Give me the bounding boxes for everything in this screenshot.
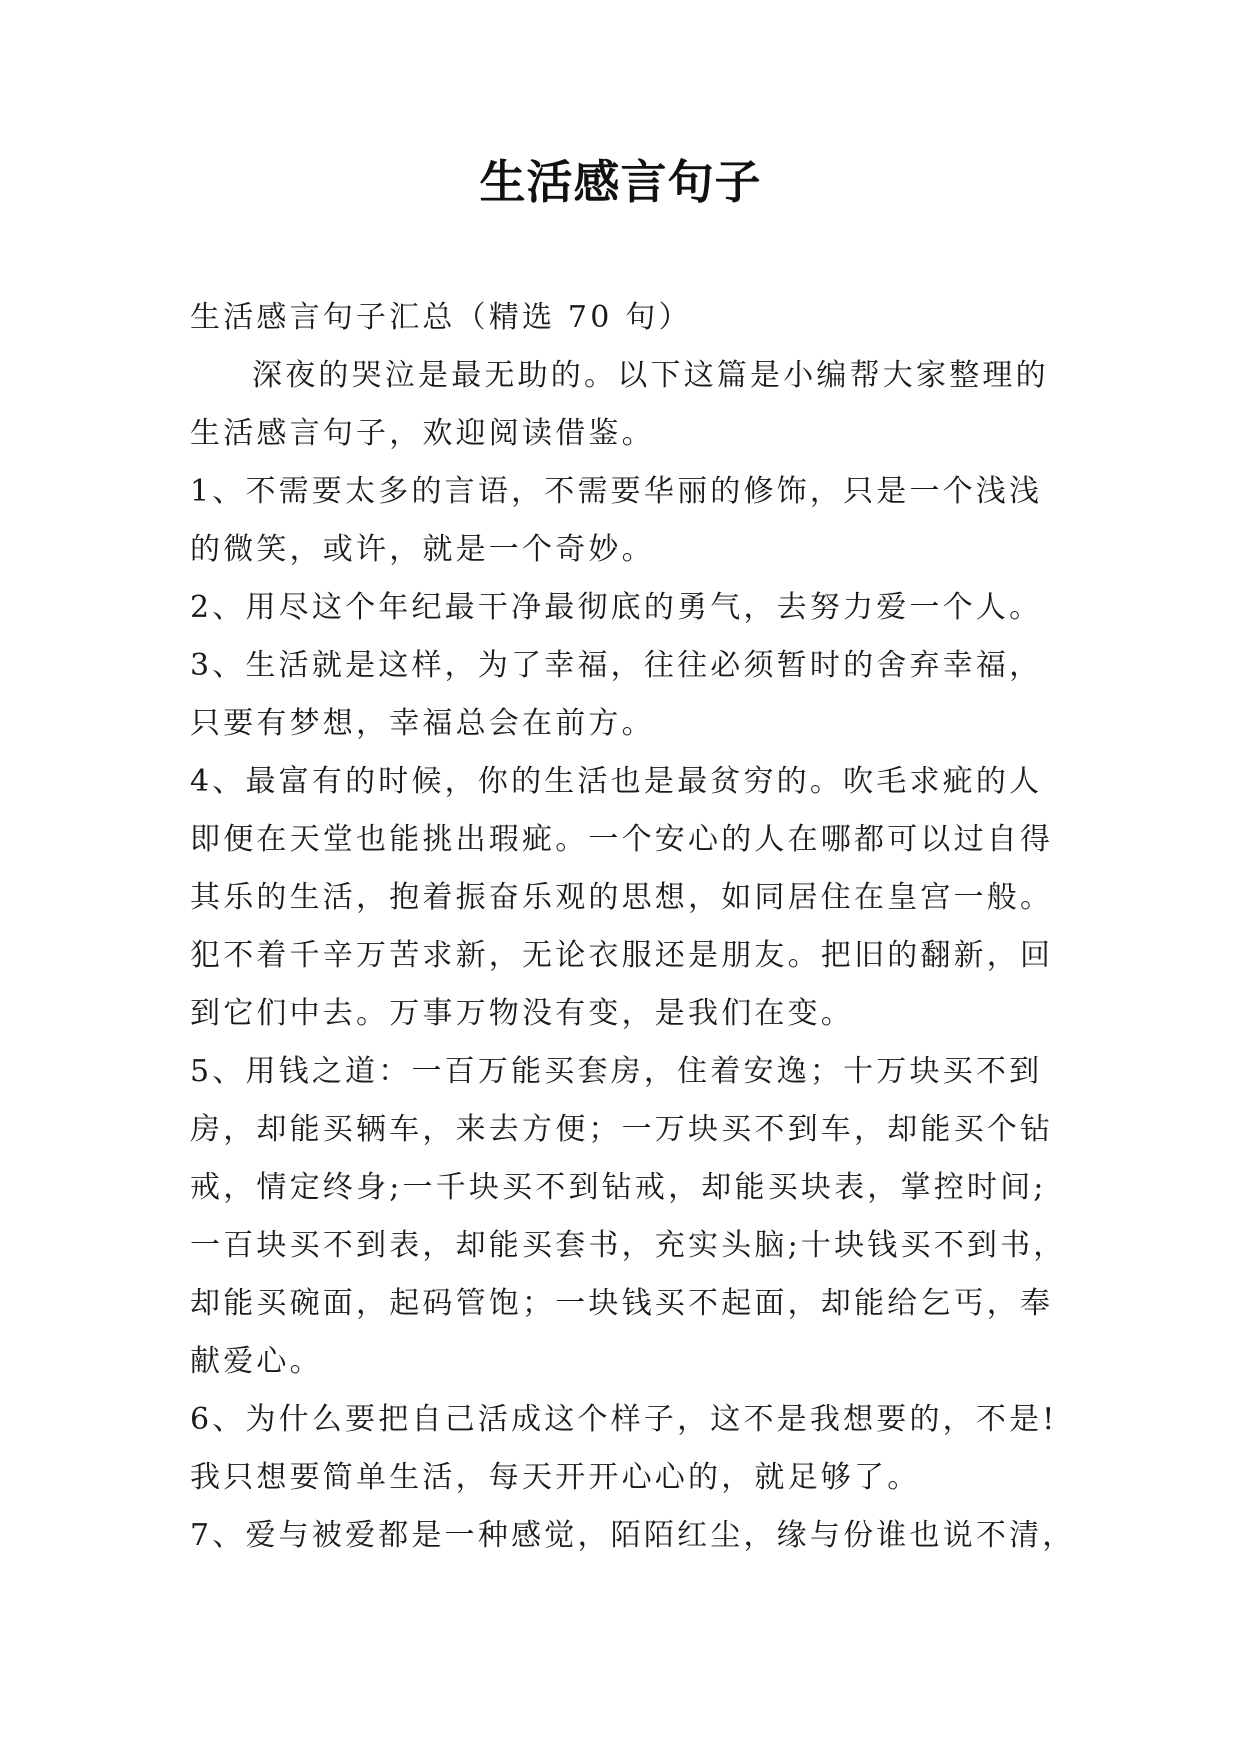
quote-line: 其乐的生活，抱着振奋乐观的思想，如同居住在皇宫一般。	[190, 880, 1054, 915]
intro-paragraph-line: 深夜的哭泣是最无助的。以下这篇是小编帮大家整理的	[252, 358, 1049, 393]
subtitle-line: 生活感言句子汇总（精选 70 句）	[190, 300, 692, 335]
quote-line: 1、不需要太多的言语，不需要华丽的修饰，只是一个浅浅	[190, 474, 1043, 509]
quote-line: 4、最富有的时候，你的生活也是最贫穷的。吹毛求疵的人	[190, 764, 1043, 799]
quote-line: 房，却能买辆车，来去方便；一万块买不到车，却能买个钻	[190, 1112, 1054, 1147]
quote-line: 5、用钱之道：一百万能买套房，住着安逸；十万块买不到	[190, 1054, 1043, 1089]
quote-line: 的微笑，或许，就是一个奇妙。	[190, 532, 655, 567]
document-body	[190, 289, 1076, 1565]
quote-line: 只要有梦想，幸福总会在前方。	[190, 706, 655, 741]
quote-line: 6、为什么要把自己活成这个样子，这不是我想要的，不是!	[190, 1402, 1058, 1437]
quote-line: 即便在天堂也能挑出瑕疵。一个安心的人在哪都可以过自得	[190, 822, 1054, 857]
quote-line: 犯不着千辛万苦求新，无论衣服还是朋友。把旧的翻新，回	[190, 938, 1054, 973]
quote-line: 7、爱与被爱都是一种感觉，陌陌红尘，缘与份谁也说不清，	[190, 1518, 1076, 1553]
quote-line: 我只想要简单生活，每天开开心心的，就足够了。	[190, 1460, 921, 1495]
quote-line: 一百块买不到表，却能买套书，充实头脑;十块钱买不到书，	[190, 1228, 1067, 1263]
quote-line: 到它们中去。万事万物没有变，是我们在变。	[190, 996, 854, 1031]
quote-line: 献爱心。	[190, 1344, 323, 1379]
quote-line: 2、用尽这个年纪最干净最彻底的勇气，去努力爱一个人。	[190, 590, 1043, 625]
document-title: 生活感言句子	[479, 155, 762, 209]
quote-line: 却能买碗面，起码管饱；一块钱买不起面，却能给乞丐，奉	[190, 1286, 1054, 1321]
quote-line: 3、生活就是这样，为了幸福，往往必须暂时的舍弃幸福，	[190, 648, 1043, 683]
quote-line: 戒，情定终身;一千块买不到钻戒，却能买块表，掌控时间;	[190, 1170, 1047, 1205]
intro-paragraph-line: 生活感言句子，欢迎阅读借鉴。	[190, 416, 655, 451]
